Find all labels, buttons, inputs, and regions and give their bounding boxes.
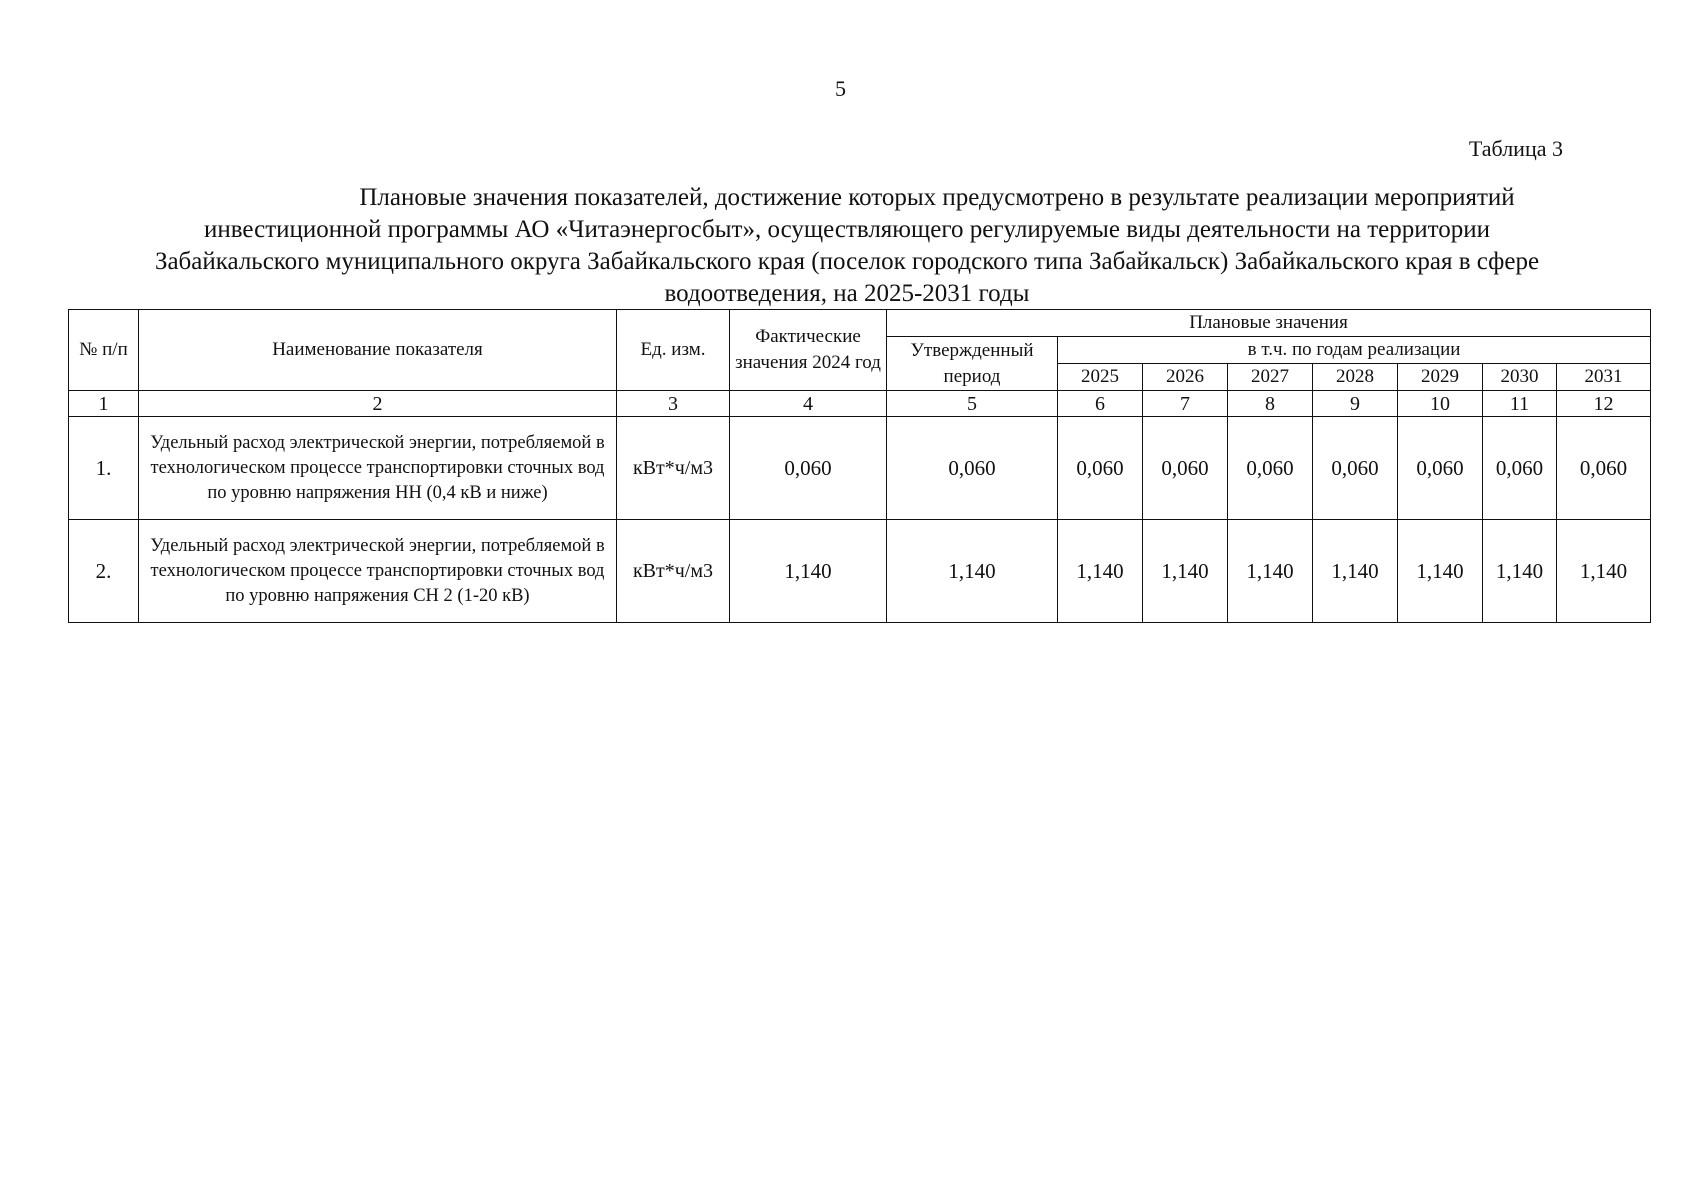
table-row xyxy=(69,520,1651,623)
row-num: 2. xyxy=(69,520,139,623)
row-approved: 0,060 xyxy=(887,417,1058,520)
row-year-value: 1,140 xyxy=(1228,520,1313,623)
row-year-value: 1,140 xyxy=(1058,520,1143,623)
column-number: 1 xyxy=(69,391,139,417)
row-year-value: 1,140 xyxy=(1313,520,1398,623)
row-year-value: 0,060 xyxy=(1483,417,1557,520)
header-actual: Фактические значения 2024 год xyxy=(730,310,887,391)
document-title xyxy=(52,182,1642,310)
row-actual: 0,060 xyxy=(730,417,887,520)
table-row xyxy=(69,417,1651,520)
header-by-years: в т.ч. по годам реализации xyxy=(1058,337,1651,364)
header-num: № п/п xyxy=(69,310,139,391)
header-year: 2026 xyxy=(1143,364,1228,391)
row-year-value: 0,060 xyxy=(1313,417,1398,520)
header-year: 2030 xyxy=(1483,364,1557,391)
row-year-value: 1,140 xyxy=(1483,520,1557,623)
row-unit: кВт*ч/м3 xyxy=(617,417,730,520)
column-number: 4 xyxy=(730,391,887,417)
row-year-value: 1,140 xyxy=(1557,520,1651,623)
page-number: 5 xyxy=(835,76,846,101)
row-unit: кВт*ч/м3 xyxy=(617,520,730,623)
row-name: Удельный расход электрической энергии, потребляемой в технологическом процессе транспортировки сточных вод по уровню напряжения НН (0,4 кВ и ниже) xyxy=(139,417,617,520)
header-approved: Утвержденный период xyxy=(887,337,1058,391)
header-planned: Плановые значения xyxy=(887,310,1651,337)
title-line: инвестиционной программы АО «Читаэнергосбыт», осуществляющего регулируемые виды деятельности на территории xyxy=(204,216,1490,243)
row-year-value: 0,060 xyxy=(1557,417,1651,520)
table-label: Таблица 3 xyxy=(1468,136,1563,161)
header-year: 2025 xyxy=(1058,364,1143,391)
row-name: Удельный расход электрической энергии, потребляемой в технологическом процессе транспортировки сточных вод по уровню напряжения СН 2 (1-20 кВ) xyxy=(139,520,617,623)
header-row xyxy=(69,310,1651,337)
row-approved: 1,140 xyxy=(887,520,1058,623)
column-number: 8 xyxy=(1228,391,1313,417)
row-year-value: 0,060 xyxy=(1228,417,1313,520)
header-year: 2027 xyxy=(1228,364,1313,391)
row-year-value: 1,140 xyxy=(1398,520,1483,623)
column-number: 7 xyxy=(1143,391,1228,417)
column-number: 9 xyxy=(1313,391,1398,417)
column-number: 2 xyxy=(139,391,617,417)
header-year: 2028 xyxy=(1313,364,1398,391)
row-actual: 1,140 xyxy=(730,520,887,623)
title-line: Плановые значения показателей, достижение которых предусмотрено в результате реализации мероприятий xyxy=(359,184,1515,211)
column-number-row xyxy=(69,391,1651,417)
row-year-value: 0,060 xyxy=(1058,417,1143,520)
column-number: 10 xyxy=(1398,391,1483,417)
title-line: Забайкальского муниципального округа Забайкальского края (поселок городского типа Забайкальск) Забайкальского края в сфере xyxy=(154,248,1540,275)
row-num: 1. xyxy=(69,417,139,520)
row-year-value: 0,060 xyxy=(1143,417,1228,520)
header-name: Наименование показателя xyxy=(139,310,617,391)
indicators-table xyxy=(68,309,1651,623)
title-line: водоотведения, на 2025-2031 годы xyxy=(664,280,1030,307)
column-number: 6 xyxy=(1058,391,1143,417)
column-number: 11 xyxy=(1483,391,1557,417)
header-unit: Ед. изм. xyxy=(617,310,730,391)
header-year: 2029 xyxy=(1398,364,1483,391)
column-number: 3 xyxy=(617,391,730,417)
column-number: 5 xyxy=(887,391,1058,417)
row-year-value: 1,140 xyxy=(1143,520,1228,623)
column-number: 12 xyxy=(1557,391,1651,417)
row-year-value: 0,060 xyxy=(1398,417,1483,520)
header-year: 2031 xyxy=(1557,364,1651,391)
